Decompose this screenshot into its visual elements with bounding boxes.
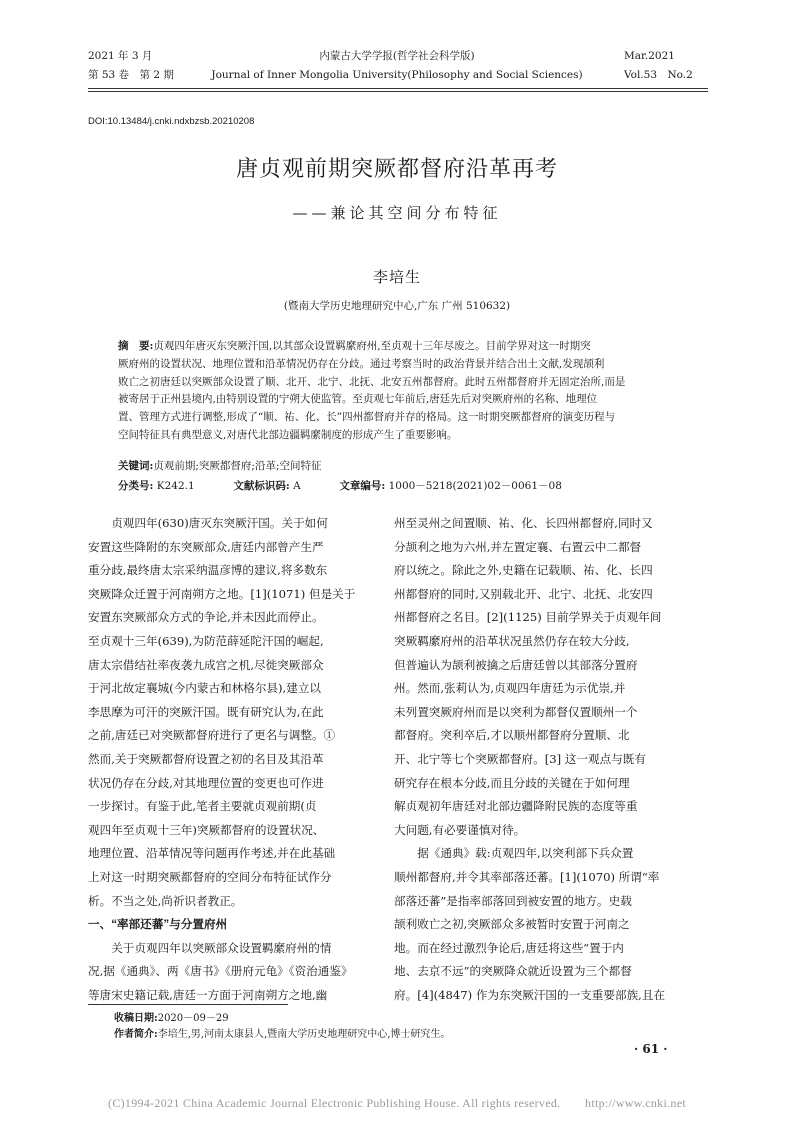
body-line: 贞观四年(630)唐灭东突厥汗国。关于如何 (88, 516, 328, 530)
body-line: 据《通典》载:贞观四年,以突利部下兵众置 (394, 846, 634, 861)
clc-label: 分类号: (118, 480, 154, 492)
body-line: 突厥羁縻府州的沿革状况虽然仍存在较大分歧, (394, 633, 630, 648)
body-line: 府。[4](4847) 作为东突厥汗国的一支重要部族,且在 (394, 987, 666, 1002)
paper-title: 唐贞观前期突厥都督府沿革再考 (235, 157, 558, 182)
body-line: 唐太宗借结社率夜袭九成宫之机,尽徙突厥部众 (88, 657, 324, 672)
body-line: 府以统之。除此之外,史籍在记载顺、祐、化、长四 (394, 563, 653, 578)
abstract-line: 败亡之初唐廷以突厥部众设置了顺、北开、北宁、北抚、北安五州都督府。此时五州都督府并无固定治所,而是 (118, 375, 626, 388)
body-line: 等唐宋史籍记载,唐廷一方面于河南朔方之地,幽 (88, 987, 328, 1002)
header-volume-issue-cn: 第 53 卷 第 2 期 (88, 69, 174, 81)
paper-subtitle: ——兼论其空间分布特征 (292, 204, 502, 222)
body-line: 一步探讨。有鉴于此,笔者主要就贞观前期(贞 (88, 799, 317, 814)
body-line: 上对这一时期突厥都督府的空间分布特征试作分 (88, 869, 332, 884)
body-line: 顺州都督府,并令其率部落还蕃。[1](1070) 所谓“率 (394, 869, 660, 884)
clc-value: K242.1 (156, 480, 195, 492)
header-rule-bottom (88, 91, 708, 92)
body-line: 但普遍认为颉利被擒之后唐廷曾以其部落分置府 (394, 657, 638, 672)
body-line: 地。而在经过激烈争论后,唐廷将这些“置于内 (394, 940, 624, 955)
body-line: 关于贞观四年以突厥部众设置羁縻府州的情 (88, 940, 332, 955)
body-line: 况,据《通典》、两《唐书》《册府元龟》《资治通鉴》 (88, 964, 353, 979)
body-line: 州都督府之名目。[2](1125) 目前学界关于贞观年间 (394, 610, 662, 625)
author-name: 李培生 (372, 268, 421, 286)
body-line: 状况仍存在分歧,对其地理位置的变更也可作进 (88, 775, 324, 790)
author-affiliation: (暨南大学历史地理研究中心,广东 广州 510632) (283, 300, 511, 312)
body-line: 地理位置、沿革情况等问题再作考述,并在此基础 (88, 846, 336, 861)
body-line: 部落还蕃”是指率部落回到被安置的地方。史载 (394, 893, 632, 908)
abstract-line: 贞观四年唐灭东突厥汗国,以其部众设置羁縻府州,至贞观十三年尽废之。目前学界对这一时期突 (153, 340, 591, 352)
header-year-month: 2021 年 3 月 (88, 50, 153, 62)
author-bio (114, 1028, 450, 1042)
body-line: 州都督府的同时,又别载北开、北宁、北抚、北安四 (394, 586, 653, 601)
body-line: 析。不当之处,尚祈识者教正。 (88, 893, 243, 908)
received-date (114, 1012, 229, 1026)
header-journal-cn: 内蒙古大学学报(哲学社会科学版) (319, 50, 475, 62)
body-line: 州。然而,张莉认为,贞观四年唐廷为示优崇,并 (394, 681, 626, 696)
abstract-line: 厥府州的设置状况、地理位置和沿革情况仍存在分歧。通过考察当时的政治背景并结合出土文献,发现颉利 (118, 357, 605, 370)
keywords-text: 贞观前期;突厥都督府;沿革;空间特征 (153, 460, 322, 472)
keywords (118, 458, 322, 473)
received-value: 2020－09－29 (157, 1013, 229, 1024)
body-line: 都督府。突利卒后,才以顺州都督府分置顺、北 (394, 728, 630, 743)
doc-code-label: 文献标识码: (233, 480, 290, 492)
abstract-line: 被寄居于正州县境内,由特别设置的宁朔大使监管。至贞观七年前后,唐廷先后对突厥府州的名称、地理位 (118, 393, 598, 406)
body-line: 颉利败亡之初,突厥部众多被暂时安置于河南之 (394, 917, 630, 932)
body-line: 州至灵州之间置顺、祐、化、长四州都督府,同时又 (394, 516, 653, 530)
body-line: 突厥降众迁置于河南朔方之地。[1](1071) 但是关于 (88, 586, 356, 601)
author-bio-value: 李培生,男,河南太康县人,暨南大学历史地理研究中心,博士研究生。 (157, 1029, 451, 1040)
section-heading: 一、“率部还蕃”与分置府州 (88, 918, 228, 932)
header-date-en: Mar.2021 (624, 50, 675, 62)
body-line: 安置东突厥部众方式的争论,并未因此而停止。 (88, 610, 324, 625)
abstract-line: 置、管理方式进行调整,形成了“顺、祐、化、长”四州都督府并存的格局。这一时期突厥都督府的演变历程与 (118, 411, 616, 424)
body-line: 分颉利之地为六州,并左置定襄、右置云中二都督 (394, 539, 642, 554)
header-rule-top (88, 88, 708, 89)
body-line: 未列置突厥府州而是以突利为都督仅置顺州一个 (394, 704, 638, 719)
header-volume-issue-en: Vol.53 No.2 (624, 69, 693, 81)
body-line: 解贞观初年唐廷对北部边疆降附民族的态度等重 (394, 799, 638, 814)
copyright-watermark: (C)1994-2021 China Academic Journal Electronic Publishing House. All rights reserved. http://www.cnki.net (108, 1096, 686, 1110)
abstract-label: 摘 要: (118, 340, 154, 352)
doi[interactable]: DOI:10.13484/j.cnki.ndxbzsb.20210208 (88, 116, 255, 127)
body-column-left (88, 512, 400, 1007)
body-line: 李思摩为可汗的突厥汗国。既有研究认为,在此 (88, 704, 324, 719)
body-line: 重分歧,最终唐太宗采纳温彦博的建议,将多数东 (88, 563, 328, 578)
body-line: 然而,关于突厥都督府设置之初的名目及其沿革 (88, 751, 324, 766)
body-line: 研究存在根本分歧,而且分歧的关键在于如何理 (394, 775, 630, 790)
body-line: 于河北故定襄城(今内蒙古和林格尔县),建立以 (88, 681, 322, 696)
header-journal-en: Journal of Inner Mongolia University(Philosophy and Social Sciences) (211, 69, 583, 81)
footnote-rule (88, 1004, 288, 1005)
body-line: 至贞观十三年(639),为防范薛延陀汗国的崛起, (88, 633, 324, 648)
doc-code-value: A (293, 480, 301, 492)
body-line: 观四年至贞观十三年)突厥都督府的设置状况、 (88, 822, 325, 837)
keywords-label: 关键词: (118, 460, 154, 472)
body-line: 地、去京不远”的突厥降众就近设置为三个都督 (394, 964, 632, 979)
body-line: 开、北宁等七个突厥都督府。[3] 这一观点与既有 (394, 751, 646, 766)
body-column-right (394, 512, 706, 1007)
classification (118, 478, 562, 493)
page-number: · 61 · (634, 1042, 668, 1056)
article-number-value: 1000－5218(2021)02－0061－08 (388, 480, 562, 492)
body-line: 大问题,有必要谨慎对待。 (394, 822, 526, 837)
abstract (118, 338, 694, 445)
received-label: 收稿日期: (114, 1013, 158, 1024)
body-line: 安置这些降附的东突厥部众,唐廷内部曾产生严 (88, 539, 324, 554)
body-line: 之前,唐廷已对突厥都督府进行了更名与调整。① (88, 728, 336, 743)
author-bio-label: 作者简介: (114, 1029, 158, 1040)
abstract-line: 空间特征具有典型意义,对唐代北部边疆羁縻制度的形成产生了重要影响。 (118, 428, 458, 441)
article-number-label: 文章编号: (339, 480, 386, 492)
